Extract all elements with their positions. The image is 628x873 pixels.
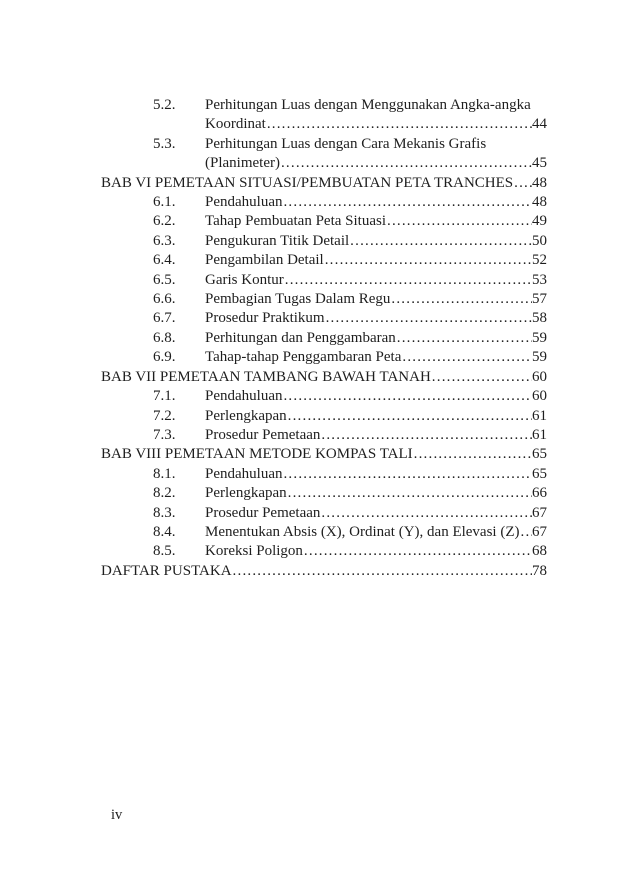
- toc-entry-title: Perlengkapan: [205, 485, 287, 502]
- dot-leader: [303, 542, 532, 561]
- toc-entry-page: 60: [532, 388, 547, 405]
- toc-entry: [101, 290, 547, 309]
- toc-entry-number: 5.3.: [153, 135, 176, 152]
- toc-entry-number: 6.2.: [153, 213, 176, 230]
- toc-entry-title: Pendahuluan: [205, 388, 283, 405]
- toc-entry-page: 52: [532, 252, 547, 269]
- toc-entry: [101, 426, 547, 445]
- toc-entry-page: 48: [532, 194, 547, 211]
- toc-entry: [101, 115, 547, 134]
- dot-leader: [520, 523, 532, 542]
- toc-entry-page: 53: [532, 271, 547, 288]
- toc-entry: [101, 445, 547, 464]
- toc-entry-page: 60: [532, 368, 547, 385]
- toc-entry-page: 66: [532, 485, 547, 502]
- dot-leader: [282, 193, 532, 212]
- toc-entry: [101, 251, 547, 270]
- toc-entry: [101, 348, 547, 367]
- toc-entry-number: 6.8.: [153, 329, 176, 346]
- toc-entry-title: DAFTAR PUSTAKA: [101, 562, 232, 579]
- toc-entry-page: 61: [532, 426, 547, 443]
- toc-entry-page: 57: [532, 291, 547, 308]
- dot-leader: [513, 174, 532, 193]
- toc-entry: [101, 368, 547, 387]
- table-of-contents: [101, 96, 547, 581]
- toc-entry-title: Perhitungan Luas dengan Menggunakan Angka-angka: [205, 97, 531, 113]
- toc-entry-page: 59: [532, 329, 547, 346]
- toc-entry-number: 6.1.: [153, 194, 176, 211]
- toc-entry: [101, 193, 547, 212]
- toc-entry-title: Prosedur Pemetaan: [205, 504, 321, 521]
- toc-entry-title: Tahap Pembuatan Peta Situasi: [205, 213, 386, 230]
- toc-entry-title: Prosedur Pemetaan: [205, 426, 321, 443]
- dot-leader: [401, 348, 532, 367]
- toc-entry-number: 8.4.: [153, 523, 176, 540]
- toc-entry: [101, 484, 547, 503]
- toc-entry-page: 61: [532, 407, 547, 424]
- toc-entry: [101, 542, 547, 561]
- page-number: iv: [111, 807, 123, 823]
- toc-entry-number: 7.3.: [153, 426, 176, 443]
- toc-entry: [101, 212, 547, 231]
- toc-entry-page: 68: [532, 543, 547, 560]
- toc-entry: [101, 387, 547, 406]
- toc-entry-title: BAB VI PEMETAAN SITUASI/PEMBUATAN PETA TRANCHES: [101, 174, 514, 191]
- dot-leader: [320, 426, 532, 445]
- toc-entry: [101, 232, 547, 251]
- dot-leader: [282, 387, 532, 406]
- dot-leader: [320, 504, 532, 523]
- toc-entry-title: Garis Kontur: [205, 271, 284, 288]
- toc-entry-number: 6.6.: [153, 291, 176, 308]
- toc-entry: [101, 504, 547, 523]
- dot-leader: [284, 271, 532, 290]
- toc-entry-number: 6.3.: [153, 232, 176, 249]
- toc-entry-page: 78: [532, 562, 547, 579]
- toc-entry-number: 8.5.: [153, 543, 176, 560]
- toc-entry-page: 48: [532, 174, 547, 191]
- toc-entry-title: Pengambilan Detail: [205, 252, 324, 269]
- toc-entry-title: Perhitungan Luas dengan Cara Mekanis Grafis: [205, 135, 487, 152]
- dot-leader: [431, 368, 532, 387]
- toc-entry-page: 58: [532, 310, 547, 327]
- toc-entry-title: Tahap-tahap Penggambaran Peta: [205, 349, 402, 366]
- dot-leader: [325, 309, 532, 328]
- toc-entry-number: 6.5.: [153, 271, 176, 288]
- dot-leader: [324, 251, 532, 270]
- dot-leader: [266, 115, 532, 134]
- toc-entry: [101, 309, 547, 328]
- toc-entry-number: 7.2.: [153, 407, 176, 424]
- dot-leader: [396, 329, 532, 348]
- toc-entry-title: BAB VIII PEMETAAN METODE KOMPAS TALI: [101, 446, 413, 463]
- toc-entry: [101, 465, 547, 484]
- toc-entry-title: Prosedur Praktikum: [205, 310, 325, 327]
- toc-entry-title: Koordinat: [205, 116, 266, 133]
- toc-entry-number: 8.3.: [153, 504, 176, 521]
- toc-entry-title: Perlengkapan: [205, 407, 287, 424]
- toc-entry-number: 8.1.: [153, 465, 176, 482]
- dot-leader: [390, 290, 532, 309]
- toc-entry-number: 6.9.: [153, 349, 176, 366]
- toc-entry-page: 45: [532, 155, 547, 172]
- toc-entry: [101, 154, 547, 173]
- toc-entry-title: Koreksi Poligon: [205, 543, 303, 560]
- toc-entry: [101, 523, 547, 542]
- toc-entry-number: 6.4.: [153, 252, 176, 269]
- toc-entry: [101, 271, 547, 290]
- toc-entry: [101, 562, 547, 581]
- toc-entry-page: 50: [532, 232, 547, 249]
- toc-entry-title: Pembagian Tugas Dalam Regu: [205, 291, 391, 308]
- toc-entry-title: (Planimeter): [205, 155, 280, 172]
- page-footer: [111, 806, 122, 825]
- toc-entry-title: Pengukuran Titik Detail: [205, 232, 350, 249]
- toc-entry: [101, 329, 547, 348]
- dot-leader: [287, 407, 532, 426]
- toc-entry: [101, 135, 547, 154]
- dot-leader: [280, 154, 532, 173]
- toc-entry-page: 67: [532, 504, 547, 521]
- toc-entry-number: 5.2.: [153, 97, 176, 113]
- toc-entry-title: Pendahuluan: [205, 194, 283, 211]
- toc-entry: [101, 96, 547, 115]
- toc-entry: [101, 407, 547, 426]
- dot-leader: [386, 212, 532, 231]
- toc-entry-title: Pendahuluan: [205, 465, 283, 482]
- toc-entry-page: 49: [532, 213, 547, 230]
- dot-leader: [349, 232, 532, 251]
- dot-leader: [232, 562, 532, 581]
- toc-entry-page: 65: [532, 446, 547, 463]
- toc-entry-title: BAB VII PEMETAAN TAMBANG BAWAH TANAH: [101, 368, 431, 385]
- toc-entry-title: Menentukan Absis (X), Ordinat (Y), dan Elevasi (Z): [205, 523, 520, 540]
- dot-leader: [282, 465, 532, 484]
- toc-entry-number: 7.1.: [153, 388, 176, 405]
- toc-entry-page: 44: [532, 116, 547, 133]
- toc-entry-title: Perhitungan dan Penggambaran: [205, 329, 396, 346]
- toc-entry-number: 8.2.: [153, 485, 176, 502]
- toc-entry-page: 67: [532, 523, 547, 540]
- toc-entry-number: 6.7.: [153, 310, 176, 327]
- dot-leader: [413, 445, 532, 464]
- toc-entry-page: 65: [532, 465, 547, 482]
- dot-leader: [287, 484, 532, 503]
- toc-entry: [101, 174, 547, 193]
- toc-entry-page: 59: [532, 349, 547, 366]
